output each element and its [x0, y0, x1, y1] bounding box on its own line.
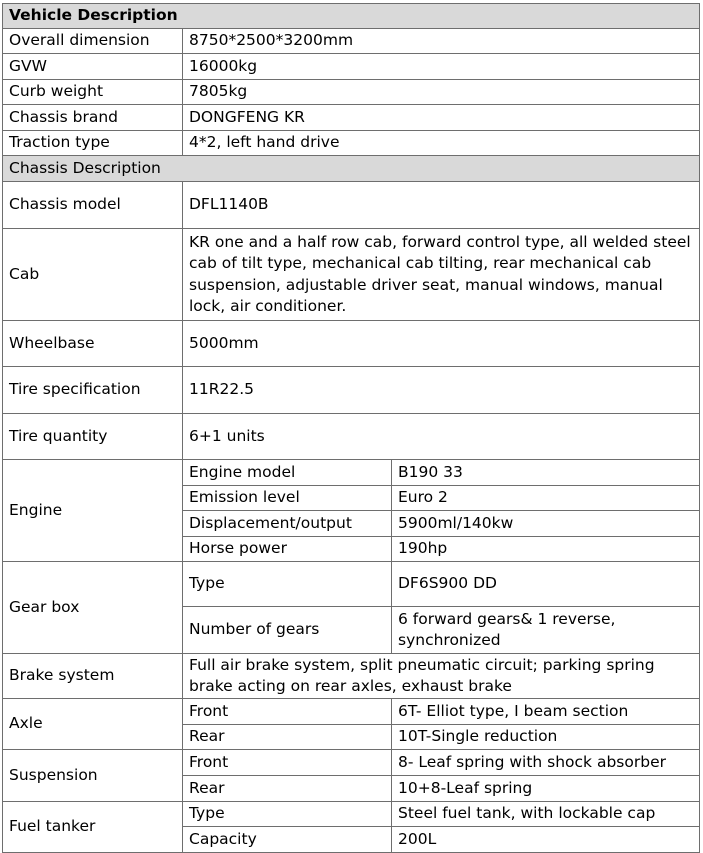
row-label: Curb weight — [3, 80, 183, 105]
table-row — [3, 460, 700, 486]
row-label: Tire specification — [3, 367, 183, 414]
table-row — [3, 562, 700, 607]
group-label-engine: Engine — [3, 460, 183, 562]
table-row — [3, 80, 700, 105]
row-value: 8750*2500*3200mm — [183, 29, 700, 54]
sub-key: Capacity — [183, 827, 392, 853]
sub-value: 190hp — [392, 537, 700, 562]
row-label: Tire quantity — [3, 414, 183, 460]
sub-value: 8- Leaf spring with shock absorber — [392, 750, 700, 776]
table-row — [3, 131, 700, 156]
row-value: 6+1 units — [183, 414, 700, 460]
sub-value: 200L — [392, 827, 700, 853]
sub-key: Front — [183, 699, 392, 725]
table-row — [3, 54, 700, 80]
row-value: KR one and a half row cab, forward control type, all welded steel cab of tilt type, mechanical cab tilting, rear mechanical cab suspension, adjustable driver seat, manual windows, manual lock, air conditioner. — [183, 229, 700, 321]
sub-value: 10+8-Leaf spring — [392, 776, 700, 802]
sub-key: Number of gears — [183, 607, 392, 654]
group-label-gearbox: Gear box — [3, 562, 183, 654]
sub-key: Rear — [183, 725, 392, 750]
table-row — [3, 802, 700, 827]
sub-key: Rear — [183, 776, 392, 802]
row-label: Wheelbase — [3, 321, 183, 367]
sub-value: Euro 2 — [392, 486, 700, 511]
row-value: Full air brake system, split pneumatic circuit; parking spring brake acting on rear axles, exhaust brake — [183, 654, 700, 699]
row-label: Chassis model — [3, 182, 183, 229]
group-label-axle: Axle — [3, 699, 183, 750]
section-header-vehicle — [3, 4, 700, 29]
sub-key: Emission level — [183, 486, 392, 511]
row-label: Cab — [3, 229, 183, 321]
row-label: Chassis brand — [3, 105, 183, 131]
sub-value: B190 33 — [392, 460, 700, 486]
table-row — [3, 29, 700, 54]
group-label-fuel: Fuel tanker — [3, 802, 183, 853]
group-label-suspension: Suspension — [3, 750, 183, 802]
row-value: DONGFENG KR — [183, 105, 700, 131]
sub-value: Steel fuel tank, with lockable cap — [392, 802, 700, 827]
sub-key: Type — [183, 802, 392, 827]
sub-value: 5900ml/140kw — [392, 511, 700, 537]
table-row — [3, 699, 700, 725]
row-value: 5000mm — [183, 321, 700, 367]
sub-key: Engine model — [183, 460, 392, 486]
vehicle-description-title: Vehicle Description — [3, 4, 700, 29]
row-label: GVW — [3, 54, 183, 80]
sub-key: Front — [183, 750, 392, 776]
row-value: 16000kg — [183, 54, 700, 80]
row-label: Traction type — [3, 131, 183, 156]
table-row — [3, 321, 700, 367]
sub-value: 6 forward gears& 1 reverse, synchronized — [392, 607, 700, 654]
table-row — [3, 105, 700, 131]
section-header-chassis — [3, 156, 700, 182]
table-row — [3, 182, 700, 229]
row-value: 4*2, left hand drive — [183, 131, 700, 156]
sub-key: Displacement/output — [183, 511, 392, 537]
row-value: DFL1140B — [183, 182, 700, 229]
table-row — [3, 750, 700, 776]
row-label: Overall dimension — [3, 29, 183, 54]
sub-value: 10T-Single reduction — [392, 725, 700, 750]
sub-value: 6T- Elliot type, I beam section — [392, 699, 700, 725]
row-value: 7805kg — [183, 80, 700, 105]
vehicle-spec-table — [2, 3, 700, 853]
table-row — [3, 367, 700, 414]
row-label: Brake system — [3, 654, 183, 699]
sub-value: DF6S900 DD — [392, 562, 700, 607]
table-row — [3, 654, 700, 699]
row-value: 11R22.5 — [183, 367, 700, 414]
sub-key: Type — [183, 562, 392, 607]
table-row — [3, 414, 700, 460]
chassis-description-title: Chassis Description — [3, 156, 700, 182]
sub-key: Horse power — [183, 537, 392, 562]
table-row — [3, 229, 700, 321]
